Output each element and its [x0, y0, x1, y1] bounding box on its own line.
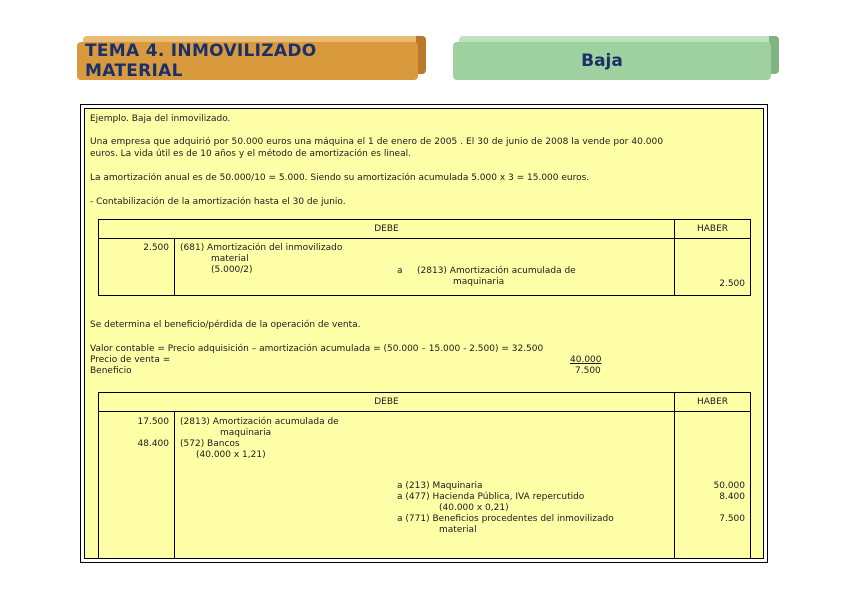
statement-line-2: euros. La vida útil es de 10 años y el método de amortización es lineal. — [90, 149, 411, 159]
precio-venta-label: Precio de venta = — [90, 355, 171, 365]
amortization-text: La amortización anual es de 50.000/10 = 5.000. Siendo su amortización acumulada 5.000 x 3 = 15.000 euros. — [90, 173, 590, 183]
section-tab-label: Baja — [581, 51, 623, 71]
credit-amount-3: 7.500 — [719, 514, 745, 524]
credit-amount-1: 50.000 — [713, 481, 745, 491]
valor-contable-line: Valor contable = Precio adquisición – amortización acumulada = (50.000 – 15.000 - 2.500) = 32.500 — [90, 344, 544, 354]
debit-amount-2: 48.400 — [137, 439, 169, 449]
credit-amount-cell — [675, 412, 751, 559]
step2-text: Se determina el beneficio/pérdida de la operación de venta. — [90, 320, 361, 330]
account-cell — [175, 239, 675, 296]
haber-header: HABER — [675, 220, 751, 239]
step1-text: - Contabilización de la amortización hasta el 30 de junio. — [90, 197, 346, 207]
debit-amount-cell — [99, 412, 175, 559]
beneficio-value: 7.500 — [575, 366, 601, 376]
debe-header: DEBE — [99, 393, 675, 412]
debit-account-1-line-1: (2813) Amortización acumulada de — [180, 417, 339, 427]
example-title: Ejemplo. Baja del inmovilizado. — [90, 114, 231, 124]
title-tab — [77, 36, 426, 80]
beneficio-label: Beneficio — [90, 366, 132, 376]
debe-header: DEBE — [99, 220, 675, 239]
haber-header: HABER — [675, 393, 751, 412]
debit-amount: 2.500 — [143, 243, 169, 253]
credit-account-3-line-2: material — [439, 525, 477, 535]
debit-account-line-1: (681) Amortización del inmovilizado — [180, 243, 343, 253]
debit-amount-cell — [99, 239, 175, 296]
journal-entry-1 — [98, 219, 751, 296]
debit-amount-1: 17.500 — [137, 417, 169, 427]
journal-entry-2 — [98, 392, 751, 559]
credit-account-1: a (213) Maquinaria — [397, 481, 483, 491]
debit-account-2-line-1: (572) Bancos — [180, 439, 240, 449]
credit-account-2-line-1: a (477) Hacienda Pública, IVA repercutido — [397, 492, 585, 502]
debit-account-line-2: material — [211, 254, 249, 264]
debit-account-2-line-2: (40.000 x 1,21) — [196, 450, 266, 460]
title-tab-label: TEMA 4. INMOVILIZADO MATERIAL — [85, 41, 317, 81]
credit-account-line-2: maquinaria — [453, 277, 505, 287]
credit-amount-cell — [675, 239, 751, 296]
credit-amount: 2.500 — [719, 279, 745, 289]
credit-account-2-line-2: (40.000 x 0,21) — [439, 503, 509, 513]
section-tab[interactable] — [453, 36, 779, 80]
credit-prefix: a — [397, 266, 403, 276]
debit-account-line-3: (5.000/2) — [211, 265, 253, 275]
precio-venta-value: 40.000 — [570, 355, 602, 365]
example-panel-body — [84, 108, 764, 559]
credit-account-3-line-1: a (771) Beneficios procedentes del inmovilizado — [397, 514, 614, 524]
statement-line-1: Una empresa que adquirió por 50.000 euros una máquina el 1 de enero de 2005 . El 30 de junio de 2008 la vende por 40.000 — [90, 137, 664, 147]
credit-amount-2: 8.400 — [719, 492, 745, 502]
example-panel — [80, 104, 768, 563]
debit-account-1-line-2: maquinaria — [220, 428, 272, 438]
account-cell — [175, 412, 675, 559]
credit-account-line-1: (2813) Amortización acumulada de — [417, 266, 576, 276]
